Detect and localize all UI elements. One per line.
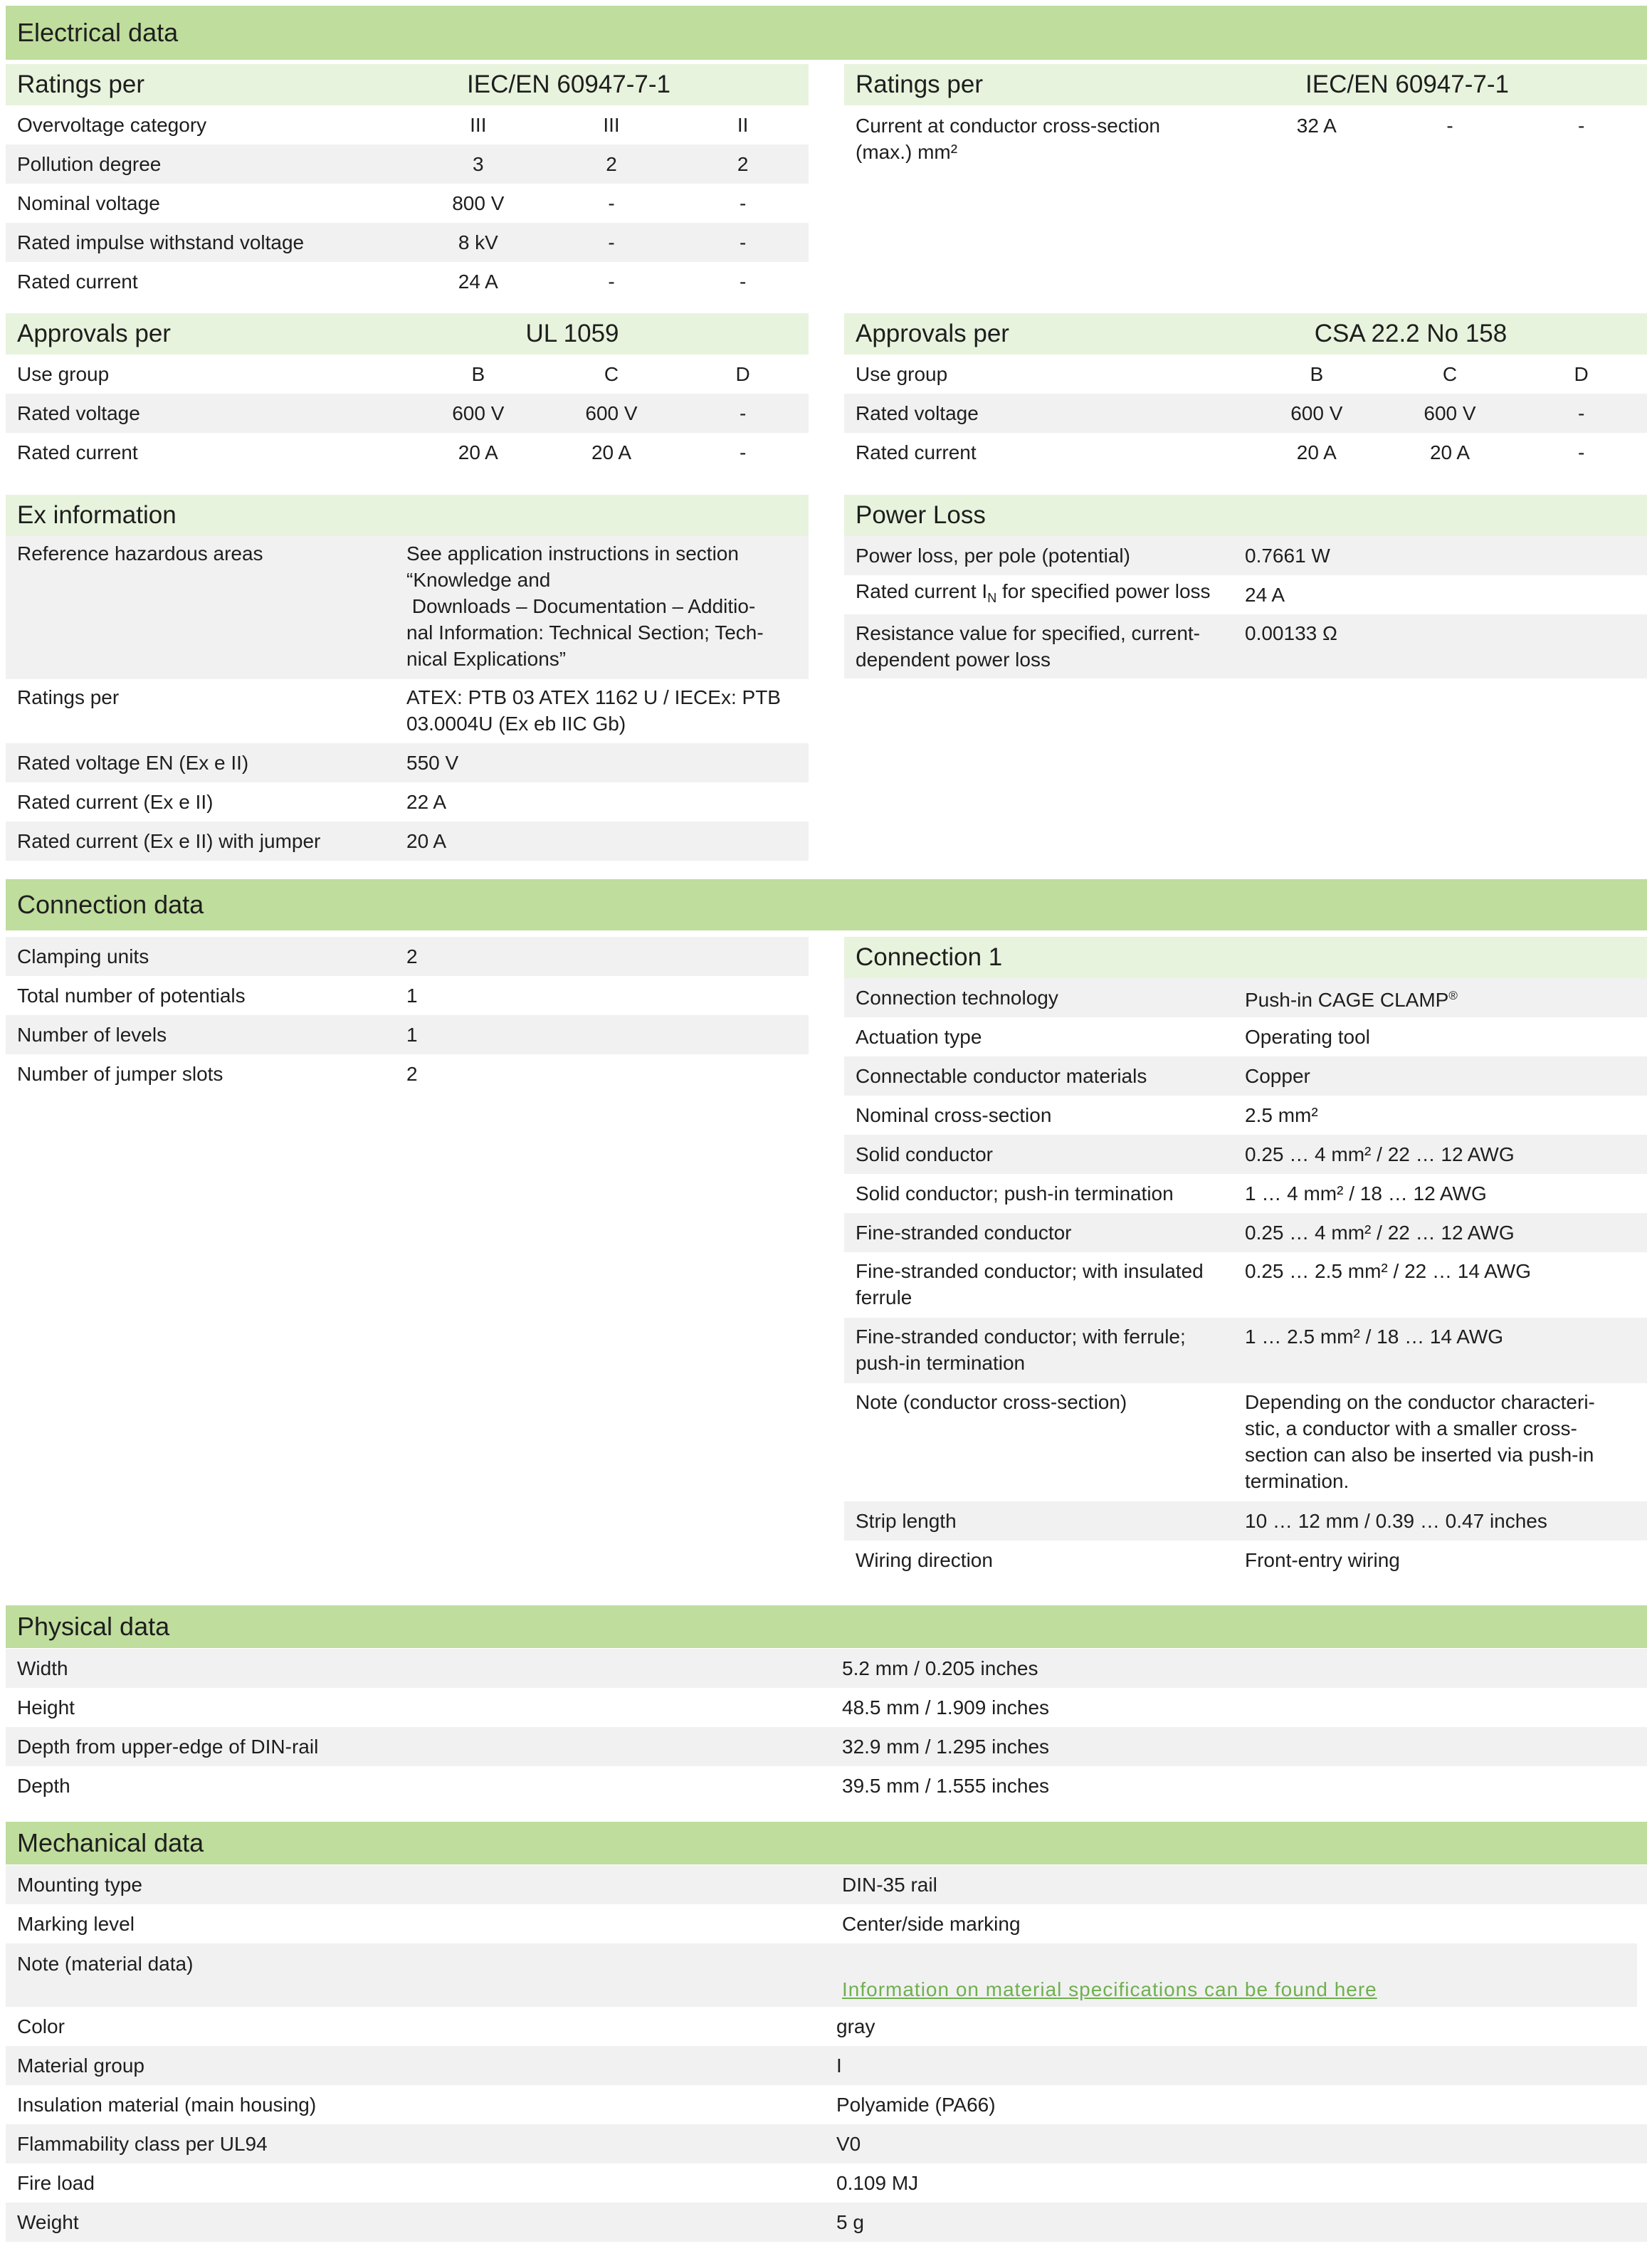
- row-value: Front-entry wiring: [1245, 1549, 1400, 1571]
- row-label: Actuation type: [856, 1026, 982, 1048]
- row-value-line: Depending on the conductor characteri-: [1245, 1391, 1595, 1413]
- row-value: 20 A: [458, 441, 498, 463]
- row-value-line: “Knowledge and: [406, 569, 551, 591]
- row-label: Material group: [17, 2055, 144, 2077]
- row-value: I: [836, 2055, 842, 2077]
- table-row: [6, 2007, 1647, 2046]
- table-row: [6, 937, 809, 976]
- row-label: Reference hazardous areas: [17, 542, 263, 565]
- row-label: [844, 1323, 1245, 1376]
- row-value-line: Downloads – Documentation – Additio-: [406, 595, 756, 617]
- row-value: Center/side marking: [842, 1913, 1021, 1935]
- row-value: 5.2 mm / 0.205 inches: [842, 1657, 1038, 1679]
- row-value: 2: [737, 153, 749, 175]
- table-row: [844, 1135, 1647, 1174]
- row-value: DIN-35 rail: [842, 1874, 937, 1896]
- row-label: Overvoltage category: [17, 114, 207, 136]
- row-label: Mounting type: [17, 1874, 142, 1896]
- row-value: III: [603, 114, 620, 136]
- row-value: 39.5 mm / 1.555 inches: [842, 1775, 1050, 1797]
- row-value: [842, 1943, 1377, 2003]
- row-label: Nominal cross-section: [856, 1104, 1052, 1126]
- row-value: 8 kV: [458, 231, 498, 253]
- row-value: 20 A: [591, 441, 632, 463]
- power-loss-table: [844, 495, 1647, 678]
- row-label-line: Fine-stranded conductor; with insulated: [856, 1260, 1204, 1282]
- table-row: [6, 1015, 809, 1054]
- table-row: [844, 1213, 1647, 1252]
- row-value: 2: [606, 153, 617, 175]
- row-value: 1 … 4 mm² / 18 … 12 AWG: [1245, 1182, 1487, 1205]
- row-label: Connectable conductor materials: [856, 1065, 1147, 1087]
- row-value: -: [740, 441, 747, 463]
- ratings-left-header: [6, 64, 809, 105]
- subscript: N: [987, 591, 997, 605]
- row-value: 22 A: [406, 791, 447, 813]
- power-loss-title: Power Loss: [856, 501, 986, 529]
- row-label: Strip length: [856, 1510, 957, 1532]
- row-value: 0.109 MJ: [836, 2172, 919, 2194]
- ex-header: [6, 495, 809, 536]
- row-label: Rated voltage EN (Ex e II): [17, 752, 249, 774]
- row-label: Clamping units: [17, 945, 149, 967]
- csa-standard: CSA 22.2 No 158: [1314, 320, 1508, 347]
- row-label: Connection technology: [856, 987, 1058, 1009]
- row-label: Total number of potentials: [17, 985, 246, 1007]
- row-value: -: [1578, 402, 1585, 424]
- row-value-line: ATEX: PTB 03 ATEX 1162 U / IECEx: PTB: [406, 686, 781, 708]
- physical-data-table: [6, 1649, 1647, 1805]
- row-value: Copper: [1245, 1065, 1310, 1087]
- table-row: [6, 2203, 1647, 2242]
- ratings-right-label: Ratings per: [856, 70, 983, 98]
- row-value: 0.25 … 4 mm² / 22 … 12 AWG: [1245, 1222, 1515, 1244]
- table-row: [6, 1688, 1647, 1727]
- row-label: Fine-stranded conductor: [856, 1222, 1072, 1244]
- row-value: 24 A: [1245, 584, 1285, 606]
- row-value: gray: [836, 2015, 875, 2037]
- ul-header: [6, 313, 809, 355]
- table-row: [6, 262, 809, 301]
- ul-standard: UL 1059: [525, 320, 619, 347]
- row-value-line: nical Explications”: [406, 648, 567, 670]
- row-value: Polyamide (PA66): [836, 2094, 996, 2116]
- table-row: [844, 1252, 1647, 1318]
- table-row: [844, 1096, 1647, 1135]
- table-row: [6, 1054, 809, 1093]
- row-label: Rated current (Ex e II) with jumper: [17, 830, 321, 852]
- row-label: Rated voltage: [17, 402, 140, 424]
- table-row: [844, 355, 1647, 394]
- ex-information-table: [6, 495, 809, 861]
- row-value: 3: [473, 153, 484, 175]
- connection-data-title: Connection data: [17, 890, 204, 919]
- row-value-line: See application instructions in section: [406, 542, 739, 565]
- row-value: 20 A: [1429, 441, 1471, 463]
- table-row: [6, 2046, 1647, 2085]
- row-label: Wiring direction: [856, 1549, 993, 1571]
- csa-header: [844, 313, 1647, 355]
- row-label: Color: [17, 2015, 65, 2037]
- table-row: [844, 1318, 1647, 1383]
- row-value: C: [604, 363, 619, 385]
- row-label-line: Resistance value for specified, current-: [856, 622, 1200, 644]
- table-row: [844, 614, 1647, 678]
- row-label: Number of levels: [17, 1024, 167, 1046]
- row-label: Ratings per: [17, 686, 120, 708]
- row-label: Use group: [17, 363, 110, 385]
- row-label: Fire load: [17, 2172, 95, 2194]
- mechanical-data-table: [6, 1865, 1647, 2242]
- table-row: [6, 1865, 1647, 1904]
- row-label: Power loss, per pole (potential): [856, 545, 1130, 567]
- table-row: [6, 433, 809, 472]
- table-row: [6, 976, 809, 1015]
- row-value: 1: [406, 1024, 418, 1046]
- row-value: [1245, 1389, 1643, 1494]
- row-label: Number of jumper slots: [17, 1063, 223, 1085]
- table-row: [6, 822, 809, 861]
- electrical-data-header: [6, 6, 1647, 60]
- row-value: 800 V: [452, 192, 505, 214]
- row-label: Rated current: [17, 271, 138, 293]
- row-label-line: push-in termination: [856, 1352, 1026, 1374]
- row-value: 2: [406, 945, 418, 967]
- connection-1-title: Connection 1: [856, 943, 1003, 971]
- table-row: [6, 1649, 1647, 1688]
- row-label-line: dependent power loss: [856, 649, 1051, 671]
- connection-data-header: [6, 879, 1647, 930]
- ratings-left-label: Ratings per: [17, 70, 144, 98]
- row-label-line: Fine-stranded conductor; with ferrule;: [856, 1326, 1186, 1348]
- row-label: Rated current: [17, 441, 138, 463]
- table-row: [6, 2163, 1647, 2203]
- physical-data-title: Physical data: [17, 1612, 170, 1641]
- registered-mark: ®: [1448, 989, 1458, 1002]
- table-row: [844, 394, 1647, 433]
- table-row: [844, 978, 1647, 1017]
- row-value: -: [740, 192, 747, 214]
- ratings-table-right: [844, 64, 1647, 165]
- row-value-line: 03.0004U (Ex eb IIC Gb): [406, 713, 626, 735]
- row-value-text: Push-in CAGE CLAMP: [1245, 989, 1449, 1011]
- table-row: [6, 145, 809, 184]
- table-row: [6, 536, 809, 679]
- physical-data-header: [6, 1605, 1647, 1648]
- mechanical-data-title: Mechanical data: [17, 1828, 204, 1857]
- row-value: -: [1578, 441, 1585, 463]
- row-value: 600 V: [452, 402, 505, 424]
- row-label: [844, 578, 1245, 612]
- row-value: [406, 540, 805, 672]
- row-label: [844, 112, 1249, 165]
- ratings-right-standard: IEC/EN 60947-7-1: [1305, 70, 1509, 98]
- table-row: [6, 1727, 1647, 1766]
- row-value: 0.00133 Ω: [1245, 622, 1337, 644]
- material-specifications-link[interactable]: Information on material specifications can be found here: [842, 1978, 1377, 2000]
- row-value: III: [470, 114, 487, 136]
- ul-approvals-table: [6, 313, 809, 472]
- electrical-data-title: Electrical data: [17, 18, 179, 47]
- row-value: -: [608, 271, 615, 293]
- row-value: 5 g: [836, 2211, 864, 2233]
- table-row: [6, 1904, 1647, 1943]
- table-row: [844, 1174, 1647, 1213]
- row-value: V0: [836, 2133, 861, 2155]
- ex-title: Ex information: [17, 501, 177, 529]
- row-label: Rated current (Ex e II): [17, 791, 214, 813]
- connection-general-table: [6, 937, 809, 1093]
- csa-label: Approvals per: [856, 320, 1009, 347]
- row-label: Note (conductor cross-section): [856, 1391, 1127, 1413]
- row-label: Depth from upper-edge of DIN-rail: [17, 1736, 319, 1758]
- table-row: [6, 782, 809, 822]
- row-label: [844, 620, 1245, 673]
- mechanical-data-header: [6, 1822, 1647, 1864]
- row-value: 48.5 mm / 1.909 inches: [842, 1696, 1050, 1719]
- row-label: Nominal voltage: [17, 192, 160, 214]
- row-label-line: Current at conductor cross-section: [856, 115, 1160, 137]
- row-value: 20 A: [1296, 441, 1337, 463]
- row-value: -: [740, 271, 747, 293]
- ratings-right-header: [844, 64, 1647, 105]
- row-label: Solid conductor: [856, 1143, 994, 1165]
- row-label: Use group: [856, 363, 948, 385]
- row-value: B: [1310, 363, 1324, 385]
- row-value: 32.9 mm / 1.295 inches: [842, 1736, 1050, 1758]
- row-label: Note (material data): [17, 1953, 194, 1975]
- row-value-line: termination.: [1245, 1470, 1350, 1492]
- row-value: 20 A: [406, 830, 447, 852]
- connection-1-table: [844, 937, 1647, 1580]
- row-label-part: Rated current I: [856, 580, 988, 602]
- row-label: Pollution degree: [17, 153, 162, 175]
- table-row: [844, 1383, 1647, 1501]
- table-row: [844, 1541, 1647, 1580]
- row-label: [844, 1258, 1245, 1311]
- row-value: 1: [406, 985, 418, 1007]
- row-value: D: [735, 363, 750, 385]
- row-label: Depth: [17, 1775, 70, 1797]
- row-label: Weight: [17, 2211, 79, 2233]
- table-row: [844, 1017, 1647, 1056]
- row-label: Rated voltage: [856, 402, 979, 424]
- row-value: 2.5 mm²: [1245, 1104, 1318, 1126]
- row-value: 1 … 2.5 mm² / 18 … 14 AWG: [1245, 1326, 1504, 1348]
- ratings-table-left: [6, 64, 809, 301]
- csa-approvals-table: [844, 313, 1647, 472]
- table-row: [844, 105, 1647, 165]
- row-value-line: nal Information: Technical Section; Tech-: [406, 621, 764, 644]
- row-label: Height: [17, 1696, 75, 1719]
- row-value: -: [1446, 115, 1453, 137]
- row-value: -: [608, 192, 615, 214]
- table-row: [6, 2085, 1647, 2124]
- row-label: Rated current: [856, 441, 977, 463]
- table-row: [6, 223, 809, 262]
- table-row: [6, 1766, 1647, 1805]
- row-label: Flammability class per UL94: [17, 2133, 268, 2155]
- table-row: [6, 679, 809, 743]
- row-value: [406, 684, 805, 737]
- row-value: 24 A: [458, 271, 498, 293]
- table-row: [6, 1943, 1637, 2007]
- row-value-line: stic, a conductor with a smaller cross-: [1245, 1417, 1577, 1439]
- table-row: [6, 355, 809, 394]
- table-row: [6, 184, 809, 223]
- row-label: Insulation material (main housing): [17, 2094, 317, 2116]
- row-value: 10 … 12 mm / 0.39 … 0.47 inches: [1245, 1510, 1547, 1532]
- row-label-part: for specified power loss: [996, 580, 1211, 602]
- row-label-line: ferrule: [856, 1286, 912, 1308]
- ul-label: Approvals per: [17, 320, 171, 347]
- row-value: -: [740, 402, 747, 424]
- row-value: [1245, 982, 1458, 1013]
- row-value: C: [1442, 363, 1458, 385]
- row-value: 32 A: [1296, 115, 1337, 137]
- connection-1-header: [844, 937, 1647, 978]
- row-value: 550 V: [406, 752, 459, 774]
- row-label: Width: [17, 1657, 68, 1679]
- row-value: 600 V: [1424, 402, 1476, 424]
- row-label: Solid conductor; push-in termination: [856, 1182, 1174, 1205]
- table-row: [6, 394, 809, 433]
- power-loss-header: [844, 495, 1647, 536]
- table-row: [844, 575, 1647, 614]
- row-value: D: [1574, 363, 1589, 385]
- row-value: 0.7661 W: [1245, 545, 1330, 567]
- table-row: [6, 2124, 1647, 2163]
- row-label: Marking level: [17, 1913, 135, 1935]
- row-value: 600 V: [1290, 402, 1343, 424]
- row-value-line: section can also be inserted via push-in: [1245, 1444, 1594, 1466]
- row-value: Operating tool: [1245, 1026, 1370, 1048]
- row-value: B: [471, 363, 485, 385]
- ratings-left-standard: IEC/EN 60947-7-1: [467, 70, 670, 98]
- row-value: II: [737, 114, 749, 136]
- row-value: 2: [406, 1063, 418, 1085]
- table-row: [6, 105, 809, 145]
- table-row: [844, 433, 1647, 472]
- table-row: [844, 536, 1647, 575]
- row-value: -: [1578, 115, 1585, 137]
- table-row: [844, 1056, 1647, 1096]
- row-value: 600 V: [585, 402, 638, 424]
- row-value: -: [608, 231, 615, 253]
- row-value: 0.25 … 4 mm² / 22 … 12 AWG: [1245, 1143, 1515, 1165]
- row-value: -: [740, 231, 747, 253]
- table-row: [6, 743, 809, 782]
- row-label: Rated impulse withstand voltage: [17, 231, 305, 253]
- table-row: [844, 1501, 1647, 1541]
- row-value: 0.25 … 2.5 mm² / 22 … 14 AWG: [1245, 1260, 1531, 1282]
- row-label-line: (max.) mm²: [856, 141, 958, 163]
